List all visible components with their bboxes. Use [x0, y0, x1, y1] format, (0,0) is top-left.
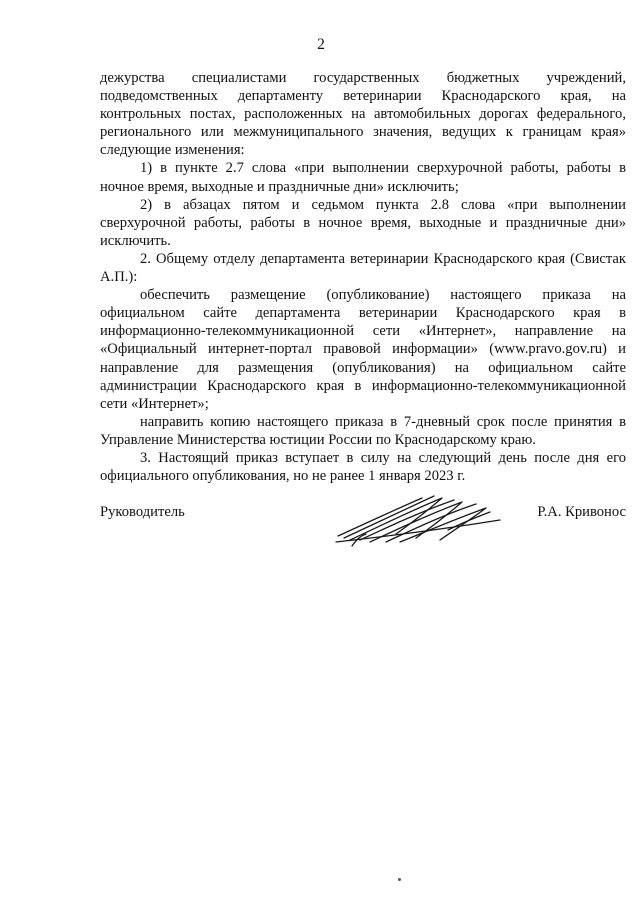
paragraph-copy-instruction: направить копию настоящего приказа в 7-дневный срок после принятия в Управление Министерства юстиции России по Краснодарскому краю.	[100, 413, 626, 448]
handwritten-signature	[330, 490, 505, 554]
paragraph-publish-instruction: обеспечить размещение (опубликование) настоящего приказа на официальном сайте департамента ветеринарии Краснодарского края в информационно-телекоммуникационной сети «Интернет», направление на «Официальный интернет-портал правовой информации» (www.pravo.gov.ru) и направление для размещения (опубликования) на официальном сайте администрации Краснодарского края в информационно-телекоммуникационной сети «Интернет»;	[100, 287, 626, 412]
paragraph-section-3: 3. Настоящий приказ вступает в силу на следующий день после дня его официального опубликования, но не ранее 1 января 2023 г.	[100, 449, 626, 485]
paragraph-section-2: 2. Общему отделу департамента ветеринарии Краснодарского края (Свистак А.П.):	[100, 250, 626, 286]
scan-speck	[398, 878, 401, 881]
paragraph-item-1: 1) в пункте 2.7 слова «при выполнении сверхурочной работы, работы в ночное время, выходные и праздничные дни» исключить;	[100, 160, 626, 195]
page-number: 2	[317, 36, 325, 53]
paragraph-intro-continuation: дежурства специалистами государственных бюджетных учреждений, подведомственных департаменту ветеринарии Краснодарского края, на контрольных постах, расположенных на автомобильных дорогах федерального, регионального или межмуниципального значения, ведущих к границам края» следующие изменения:	[100, 70, 626, 159]
paragraph-item-2: 2) в абзацах пятом и седьмом пункта 2.8 слова «при выполнении сверхурочной работы, работы в ночное время, выходные и праздничные дни» исключить.	[100, 196, 626, 249]
signer-title: Руководитель	[100, 504, 185, 520]
signer-name: Р.А. Кривонос	[537, 504, 626, 520]
signature-block	[100, 504, 626, 564]
document-body	[100, 69, 626, 485]
